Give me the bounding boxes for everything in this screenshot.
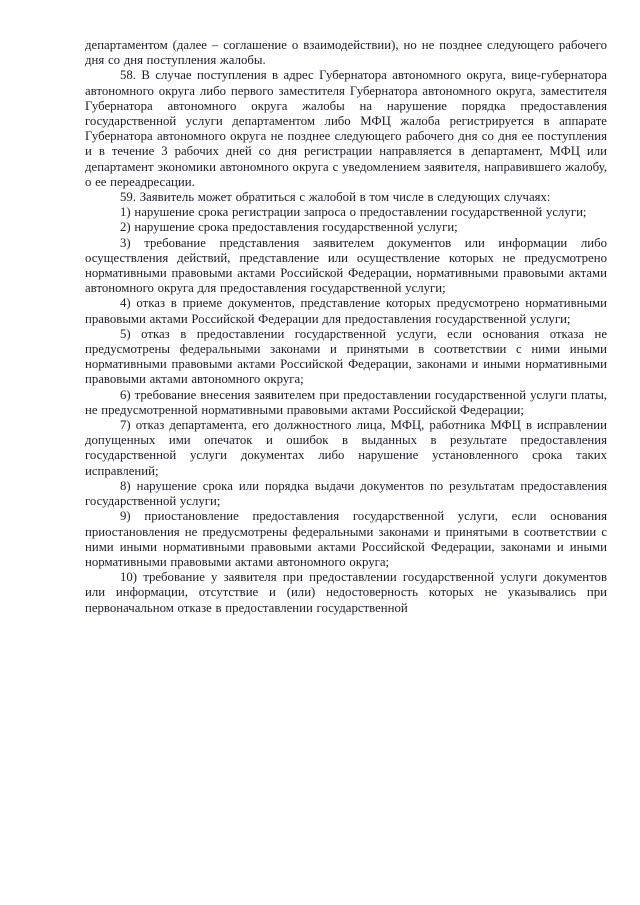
- paragraph: 9) приостановление предоставления государственной услуги, если основания приостановления не предусмотрены федеральными законами и принятыми в соответствии с ними иными нормативными правовыми актами Российской Федерации, законами и иными нормативными правовыми актами автономного округа;: [85, 509, 607, 569]
- paragraph: 3) требование представления заявителем документов или информации либо осуществления действий, представление или осуществление которых не предусмотрено нормативными правовыми актами Российской Федерации, нормативными правовыми актами автономного округа для предоставления государственной услуги;: [85, 235, 607, 296]
- paragraph: 8) нарушение срока или порядка выдачи документов по результатам предоставления государственной услуги;: [85, 478, 607, 509]
- paragraph: 1) нарушение срока регистрации запроса о предоставлении государственной услуги;: [120, 205, 587, 220]
- paragraph: 59. Заявитель может обратиться с жалобой в том числе в следующих случаях:: [120, 190, 551, 205]
- paragraph: 7) отказ департамента, его должностного лица, МФЦ, работника МФЦ в исправлении допущенных ими опечаток и ошибок в выданных в результате предоставления государственной услуги документах либо нарушение установленного срока таких исправлений;: [85, 418, 607, 478]
- paragraph: 10) требование у заявителя при предоставлении государственной услуги документов или информации, отсутствие и (или) недостоверность которых не указывались при первоначальном отказе в предоставлении государственной: [85, 570, 607, 615]
- paragraph: 6) требование внесения заявителем при предоставлении государственной услуги платы, не предусмотренной нормативными правовыми актами Российской Федерации;: [85, 387, 607, 417]
- document-content: [85, 38, 607, 616]
- paragraph: 58. В случае поступления в адрес Губернатора автономного округа, вице-губернатора автономного округа либо первого заместителя Губернатора автономного округа, заместителя Губернатора автономного округа жалобы на нарушение порядка предоставления государственной услуги департаментом либо МФЦ жалоба регистрируется в аппарате Губернатора автономного округа не позднее следующего рабочего дня со дня ее поступления и в течение 3 рабочих дней со дня регистрации направляется в департамент, МФЦ или департамент экономики автономного округа с уведомлением заявителя, направившего жалобу, о ее переадресации.: [85, 68, 607, 189]
- paragraph: 2) нарушение срока предоставления государственной услуги;: [120, 220, 458, 235]
- paragraph: департаментом (далее – соглашение о взаимодействии), но не позднее следующего рабочего дня со дня поступления жалобы.: [85, 38, 607, 68]
- paragraph: 4) отказ в приеме документов, представление которых предусмотрено нормативными правовыми актами Российской Федерации для предоставления государственной услуги;: [85, 296, 607, 326]
- paragraph: 5) отказ в предоставлении государственной услуги, если основания отказа не предусмотрены федеральными законами и принятыми в соответствии с ними иными нормативными правовыми актами Российской Федерации, законами и иными нормативными правовыми актами автономного округа;: [85, 326, 607, 387]
